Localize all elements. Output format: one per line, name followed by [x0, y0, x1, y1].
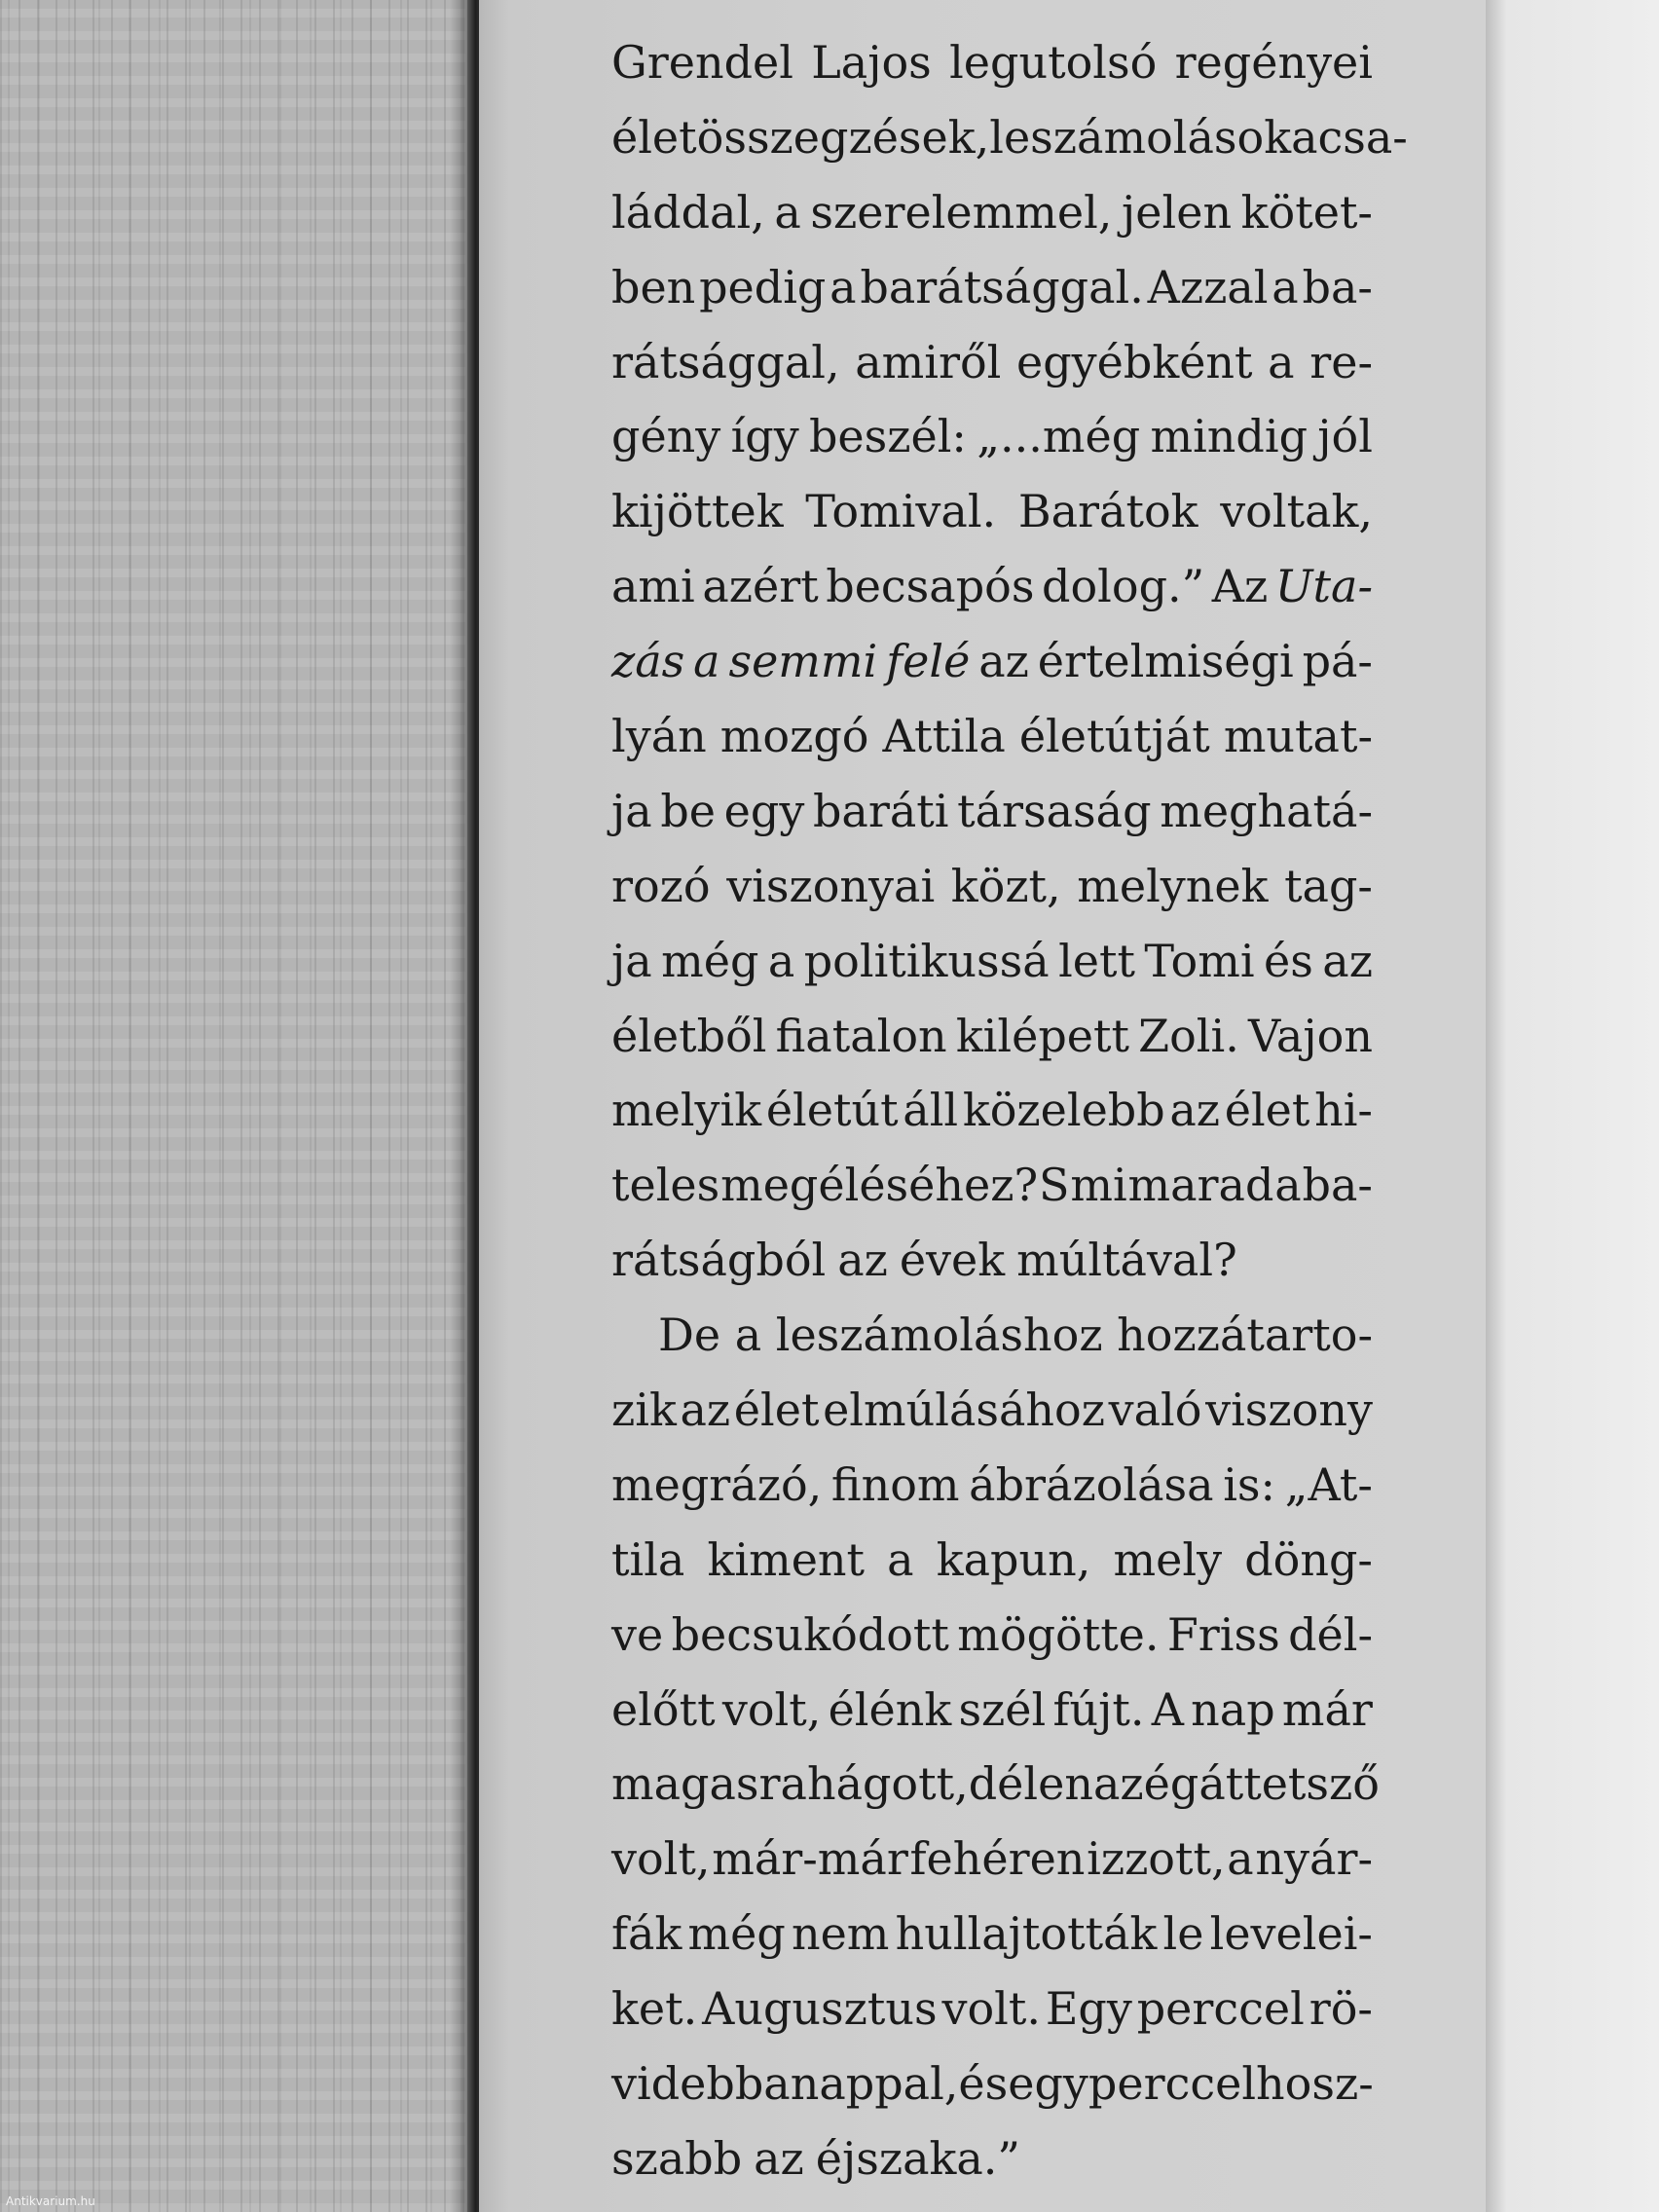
word: zik	[611, 1383, 677, 1437]
word: regényei	[1174, 36, 1373, 89]
word: döng-	[1244, 1532, 1373, 1586]
word: Attila	[882, 710, 1006, 763]
word: nappal,	[790, 2057, 959, 2111]
text-line	[611, 624, 1373, 699]
word: fák	[611, 1907, 682, 1961]
word: becsapós	[826, 560, 1035, 613]
word: mindig	[1150, 410, 1309, 463]
word: volt,	[721, 1682, 822, 1736]
word: hullajtották	[895, 1907, 1158, 1961]
word: életút	[765, 1084, 899, 1137]
word: ja	[611, 784, 652, 837]
word: nem	[791, 1907, 890, 1961]
word: is:	[1223, 1457, 1276, 1511]
text-line	[611, 1448, 1373, 1523]
word: kapun,	[936, 1532, 1091, 1586]
word: az	[1169, 1084, 1221, 1137]
word: felé	[886, 635, 971, 688]
word: mutat-	[1223, 710, 1373, 763]
word: tag-	[1284, 859, 1373, 912]
word: levelei-	[1209, 1907, 1373, 1961]
word: szerelemmel,	[810, 185, 1113, 239]
word: a	[1274, 1159, 1302, 1212]
word: rátsággal,	[611, 335, 840, 388]
word: mögötte.	[957, 1607, 1160, 1661]
word: legutolsó	[949, 36, 1158, 89]
word: azért	[702, 560, 819, 613]
word: a	[1272, 260, 1299, 313]
word: az	[978, 635, 1029, 688]
word: így	[730, 410, 799, 463]
word: ket.	[611, 1982, 698, 2036]
word: a	[1227, 1832, 1254, 1886]
word: Tomi	[1144, 934, 1255, 987]
text-line	[611, 1897, 1373, 1972]
word: ba-	[1302, 260, 1373, 313]
word: évek	[899, 1234, 1006, 1287]
word: a	[1268, 335, 1295, 388]
word: volt.	[941, 1982, 1041, 2036]
word: mi	[1070, 1159, 1127, 1212]
word: lett	[1058, 934, 1135, 987]
word: még	[687, 1907, 786, 1961]
word: ve	[611, 1607, 664, 1661]
text-line	[611, 699, 1373, 774]
word: voltak,	[1220, 485, 1373, 538]
word: viszonyai	[726, 859, 936, 912]
surface-shadow	[450, 0, 469, 2212]
word: csa-	[1317, 110, 1408, 164]
word: zás	[611, 635, 685, 688]
word: előtt	[611, 1682, 716, 1736]
word: az	[1322, 934, 1373, 987]
word: jól	[1317, 410, 1373, 463]
text-line	[611, 1298, 1373, 1373]
word: élet	[1224, 1084, 1310, 1137]
text-line	[611, 1223, 1373, 1298]
word: kötet-	[1240, 185, 1373, 239]
word: dolog.”	[1042, 560, 1205, 613]
word: ami	[611, 560, 695, 613]
word: kijöttek	[611, 485, 784, 538]
word: teles	[611, 1159, 720, 1212]
word: ja	[611, 934, 652, 987]
word: a	[763, 2057, 791, 2111]
word: nyár-	[1255, 1832, 1373, 1886]
word: egy	[1008, 2057, 1088, 2111]
word: értelmiségi	[1037, 635, 1294, 688]
text-line	[611, 325, 1373, 400]
text-line	[611, 2121, 1373, 2196]
word: Augusztus	[702, 1982, 938, 2036]
word: be	[660, 784, 717, 837]
word: lyán	[611, 710, 707, 763]
word: le	[1162, 1907, 1204, 1961]
word: tila	[611, 1532, 685, 1586]
text-line	[611, 399, 1373, 474]
word: volt,	[611, 1832, 711, 1886]
text-line	[611, 849, 1373, 924]
word: szél	[958, 1682, 1047, 1736]
word: ég	[1143, 1757, 1199, 1811]
word: egy	[723, 784, 805, 837]
word: ba-	[1302, 1159, 1373, 1212]
word: a	[830, 260, 857, 313]
word: Tomival.	[805, 485, 997, 538]
word: Barátok	[1017, 485, 1198, 538]
word: gény	[611, 410, 721, 463]
word: élénk	[828, 1682, 952, 1736]
word: jelen	[1122, 185, 1233, 239]
word: melynek	[1077, 859, 1269, 912]
word: közt,	[950, 859, 1061, 912]
word: fújt.	[1052, 1682, 1145, 1736]
word: közelebb	[962, 1084, 1165, 1137]
word: kilépett	[955, 1009, 1129, 1062]
word: mely	[1113, 1532, 1223, 1586]
word: már	[1281, 1682, 1373, 1736]
word: élet	[733, 1383, 820, 1437]
word: rozó	[611, 859, 711, 912]
text-line	[611, 1523, 1373, 1598]
text-line	[611, 1972, 1373, 2046]
text-line	[611, 1373, 1373, 1448]
word: marad	[1127, 1159, 1274, 1212]
word: életösszegzések,	[611, 110, 990, 164]
word: életből	[611, 1009, 767, 1062]
word: Friss	[1166, 1607, 1280, 1661]
background-surface	[0, 0, 465, 2212]
word: re-	[1309, 335, 1373, 388]
word: múltával?	[1016, 1234, 1237, 1287]
word: egyébként	[1016, 335, 1253, 388]
word: hosz-	[1256, 2057, 1374, 2111]
word: áttetsző	[1198, 1757, 1380, 1811]
word: amiről	[855, 335, 1002, 388]
word: De	[658, 1309, 721, 1362]
word: ben	[611, 260, 696, 313]
word: a	[774, 185, 801, 239]
word: megéléséhez?	[720, 1159, 1039, 1212]
word: és	[958, 2057, 1009, 2111]
word: a	[887, 1532, 914, 1586]
word: hozzátarto-	[1117, 1309, 1373, 1362]
word: dél-	[1288, 1607, 1373, 1661]
word: az	[754, 2131, 804, 2185]
paragraph	[611, 25, 1408, 1298]
word: megrázó,	[611, 1457, 823, 1511]
word: az	[680, 1383, 731, 1437]
word: semmi	[728, 635, 878, 688]
word: nap	[1191, 1682, 1275, 1736]
word: az	[1092, 1757, 1144, 1811]
body-text	[611, 25, 1408, 2196]
text-line	[611, 175, 1373, 250]
word: rátságból	[611, 1234, 827, 1287]
text-line	[611, 999, 1373, 1074]
word: pedig	[699, 260, 827, 313]
word: délen	[968, 1757, 1093, 1811]
word: viszony	[1205, 1383, 1373, 1437]
word: ábrázolása	[969, 1457, 1214, 1511]
word: videbb	[611, 2057, 764, 2111]
text-line	[611, 250, 1373, 325]
word: társaság	[957, 784, 1152, 837]
watermark: Antikvarium.hu	[6, 2194, 95, 2208]
word: beszél:	[808, 410, 967, 463]
word: elmúlásához	[823, 1383, 1105, 1437]
word: kiment	[707, 1532, 866, 1586]
word: hi-	[1314, 1084, 1373, 1137]
text-line	[611, 1148, 1373, 1223]
word: szabb	[611, 2131, 743, 2185]
text-line	[611, 549, 1373, 624]
word: Zoli.	[1138, 1009, 1239, 1062]
text-line	[611, 774, 1373, 849]
word: rö-	[1309, 1982, 1373, 2036]
word: meghatá-	[1160, 784, 1373, 837]
word: Azzal	[1147, 260, 1269, 313]
word: Grendel	[611, 36, 793, 89]
text-line	[611, 1822, 1373, 1897]
word: fiatalon	[775, 1009, 947, 1062]
word: Lajos	[811, 36, 932, 89]
word: már-már	[712, 1832, 908, 1886]
word: S	[1038, 1159, 1070, 1212]
word: perccel	[1136, 1982, 1305, 2036]
word: leszámolások	[989, 110, 1292, 164]
paragraph	[611, 1298, 1380, 2196]
text-line	[611, 100, 1408, 175]
word: leszámoláshoz	[775, 1309, 1103, 1362]
word: Az	[1211, 560, 1269, 613]
word: láddal,	[611, 185, 765, 239]
word: finom	[830, 1457, 960, 1511]
word: Vajon	[1247, 1009, 1373, 1062]
word: becsukódott	[671, 1607, 949, 1661]
word: baráti	[812, 784, 949, 837]
word: áll	[903, 1084, 959, 1137]
word: éjszaka.”	[815, 2131, 1020, 2185]
text-line	[611, 25, 1373, 100]
text-line	[611, 1747, 1380, 1822]
text-line	[611, 1073, 1373, 1148]
word: magasra	[611, 1757, 807, 1811]
word: Uta-	[1274, 560, 1373, 613]
word: pá-	[1302, 635, 1373, 688]
word: hágott,	[806, 1757, 969, 1811]
text-line	[611, 1598, 1373, 1673]
page-edge	[1486, 0, 1659, 2212]
word: barátsággal.	[860, 260, 1144, 313]
text-line	[611, 474, 1373, 549]
text-line	[611, 1673, 1373, 1748]
word: melyik	[611, 1084, 762, 1137]
word: életútját	[1018, 710, 1210, 763]
word: a	[767, 934, 795, 987]
word: a	[1291, 110, 1318, 164]
text-line	[611, 924, 1373, 999]
word: az	[837, 1234, 888, 1287]
word: és	[1264, 934, 1313, 987]
word: perccel	[1088, 2057, 1257, 2111]
word: való	[1108, 1383, 1202, 1437]
word: izzott,	[1087, 1832, 1226, 1886]
text-line	[611, 2046, 1373, 2121]
word: A	[1151, 1682, 1184, 1736]
word: politikussá	[803, 934, 1050, 987]
word: „...még	[977, 410, 1141, 463]
word: a	[734, 1309, 762, 1362]
word: „At-	[1284, 1457, 1373, 1511]
word: Egy	[1045, 1982, 1132, 2036]
word: még	[661, 934, 759, 987]
word: a	[693, 635, 720, 688]
word: mozgó	[719, 710, 869, 763]
word: fehéren	[909, 1832, 1086, 1886]
